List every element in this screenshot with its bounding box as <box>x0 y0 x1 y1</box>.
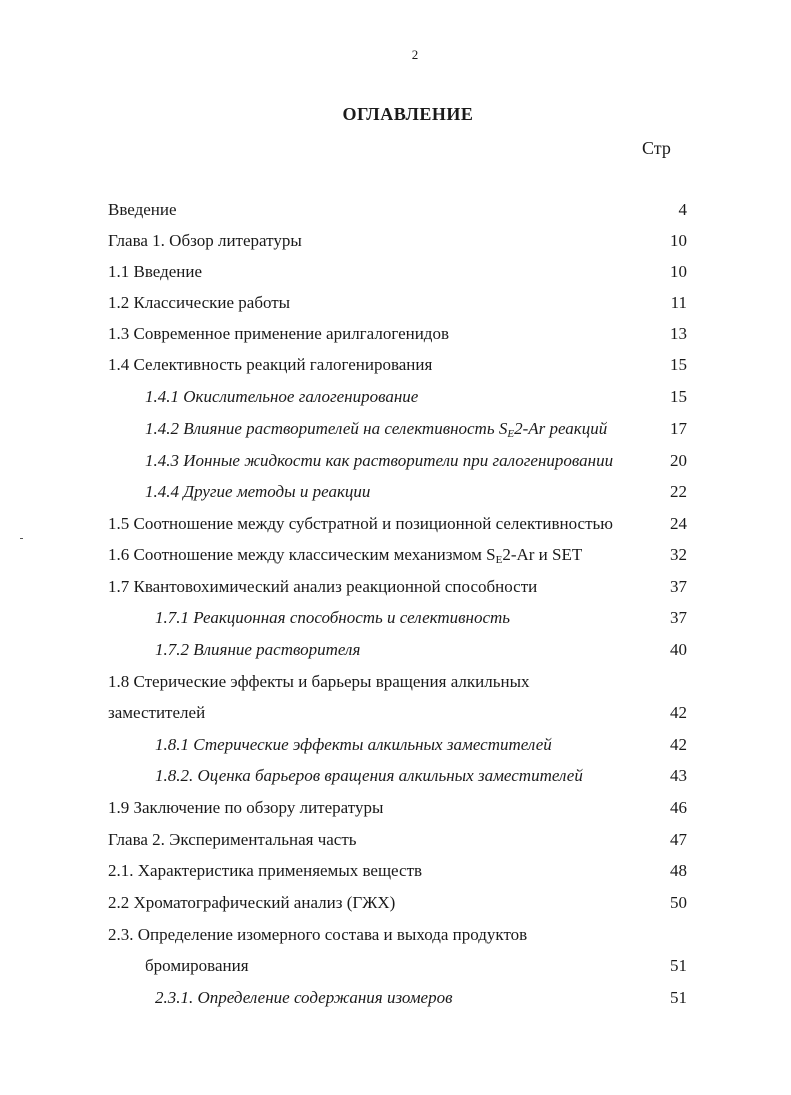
toc-entry-1-3[interactable] <box>0 319 791 349</box>
toc-entry-2-3-1[interactable] <box>0 983 791 1013</box>
toc-entry-1-6[interactable] <box>0 540 791 570</box>
toc-entry-label: 1.4 Селективность реакций галогенирования <box>108 355 433 374</box>
toc-entry-2-1[interactable] <box>0 856 791 886</box>
toc-entry-1-7-2[interactable] <box>0 635 791 665</box>
toc-entry-label: 1.9 Заключение по обзору литературы <box>108 798 384 817</box>
toc-entry-page: 17 <box>670 419 687 438</box>
toc-entry-page: 15 <box>670 387 687 406</box>
toc-entry-1-7[interactable] <box>0 572 791 602</box>
page-number: 2 <box>411 47 419 62</box>
toc-entry-label: заместителей <box>108 703 206 722</box>
toc-entry-page: 51 <box>670 988 687 1007</box>
toc-entry-page: 4 <box>678 200 687 219</box>
toc-entry-page: 37 <box>670 608 687 627</box>
toc-entry-page: 13 <box>670 324 687 343</box>
toc-entry-label: 2.2 Хроматографический анализ (ГЖХ) <box>108 893 396 912</box>
toc-entry-1-2[interactable] <box>0 288 791 318</box>
toc-entry-label: Введение <box>108 200 177 219</box>
toc-entry-page: 51 <box>670 956 687 975</box>
toc-entry-label: 1.8.1 Стерические эффекты алкильных заместителей <box>155 735 552 754</box>
toc-entry-label <box>108 540 582 575</box>
toc-entry-page: 32 <box>670 545 687 564</box>
toc-entry-2-2[interactable] <box>0 888 791 918</box>
toc-entry-label: 1.2 Классические работы <box>108 293 291 312</box>
toc-entry-label-part: 1.6 Соотношение между классическим механизмом S <box>108 545 496 564</box>
toc-entry-page: 40 <box>670 640 687 659</box>
toc-entry-page: 10 <box>670 262 687 281</box>
toc-entry-page: 50 <box>670 893 687 912</box>
toc-entry-1-4-1[interactable] <box>0 382 791 412</box>
toc-entry-page: 48 <box>670 861 687 880</box>
toc-entry-label: 1.7.1 Реакционная способность и селективность <box>155 608 510 627</box>
toc-entry-1-4-2[interactable] <box>0 414 791 444</box>
toc-entry-1-4-3[interactable] <box>0 446 791 476</box>
toc-entry-label <box>145 414 607 449</box>
toc-entry-label: Глава 1. Обзор литературы <box>108 231 302 250</box>
toc-entry-chapter-2[interactable] <box>0 825 791 855</box>
toc-entry-1-8[interactable] <box>0 667 791 697</box>
toc-entry-page: 15 <box>670 355 687 374</box>
toc-entry-1-4[interactable] <box>0 350 791 380</box>
toc-entry-page: 22 <box>670 482 687 501</box>
toc-entry-label: 1.1 Введение <box>108 262 203 281</box>
toc-entry-page: 42 <box>670 735 687 754</box>
toc-entry-page: 42 <box>670 703 687 722</box>
toc-entry-page: 11 <box>670 293 687 312</box>
toc-entry-label: 2.1. Характеристика применяемых веществ <box>108 861 423 880</box>
toc-entry-page: 43 <box>670 766 687 785</box>
toc-entry-1-8-2[interactable] <box>0 761 791 791</box>
toc-entry-1-9[interactable] <box>0 793 791 823</box>
toc-entry-2-3-continued[interactable] <box>0 951 791 981</box>
page-title: ОГЛАВЛЕНИЕ <box>342 104 474 124</box>
toc-entry-page: 10 <box>670 231 687 250</box>
toc-entry-label: 1.4.1 Окислительное галогенирование <box>145 387 419 406</box>
toc-entry-label-part: 2-Ar и SET <box>502 545 583 564</box>
toc-entry-label: 1.8 Стерические эффекты и барьеры вращения алкильных <box>108 672 530 691</box>
toc-entry-label: 2.3.1. Определение содержания изомеров <box>155 988 453 1007</box>
subscript-e: E <box>507 428 515 440</box>
toc-entry-label-part: 2-Ar реакций <box>514 419 608 438</box>
toc-entry-label: 1.3 Современное применение арилгалогенидов <box>108 324 449 343</box>
toc-entry-page: 20 <box>670 451 687 470</box>
toc-entry-1-7-1[interactable] <box>0 603 791 633</box>
toc-entry-2-3[interactable] <box>0 920 791 950</box>
toc-entry-label: 1.4.4 Другие методы и реакции <box>145 482 371 501</box>
toc-entry-label-part: 1.4.2 Влияние растворителей на селективность S <box>145 419 508 438</box>
toc-entry-label: Глава 2. Экспериментальная часть <box>108 830 357 849</box>
toc-entry-1-8-continued[interactable] <box>0 698 791 728</box>
toc-entry-label: 2.3. Определение изомерного состава и выхода продуктов <box>108 925 528 944</box>
subscript-e: E <box>495 554 503 566</box>
toc-entry-label: 1.7.2 Влияние растворителя <box>155 640 361 659</box>
toc-entry-label: бромирования <box>145 956 249 975</box>
toc-entry-1-4-4[interactable] <box>0 477 791 507</box>
toc-entry-introduction[interactable] <box>0 195 791 225</box>
toc-entry-page: 46 <box>670 798 687 817</box>
toc-entry-label: 1.5 Соотношение между субстратной и позиционной селективностью <box>108 514 613 533</box>
toc-entry-1-5[interactable] <box>0 509 791 539</box>
toc-entry-page: 24 <box>670 514 687 533</box>
toc-entry-page: 47 <box>670 830 687 849</box>
toc-entry-page: 37 <box>670 577 687 596</box>
toc-entry-1-1[interactable] <box>0 257 791 287</box>
toc-entry-chapter-1[interactable] <box>0 226 791 256</box>
toc-entry-label: 1.4.3 Ионные жидкости как растворители при галогенировании <box>145 451 614 470</box>
toc-entry-label: 1.8.2. Оценка барьеров вращения алкильных заместителей <box>155 766 583 785</box>
page-column-header: Стр <box>642 138 671 158</box>
toc-entry-1-8-1[interactable] <box>0 730 791 760</box>
toc-entry-label: 1.7 Квантовохимический анализ реакционной способности <box>108 577 538 596</box>
